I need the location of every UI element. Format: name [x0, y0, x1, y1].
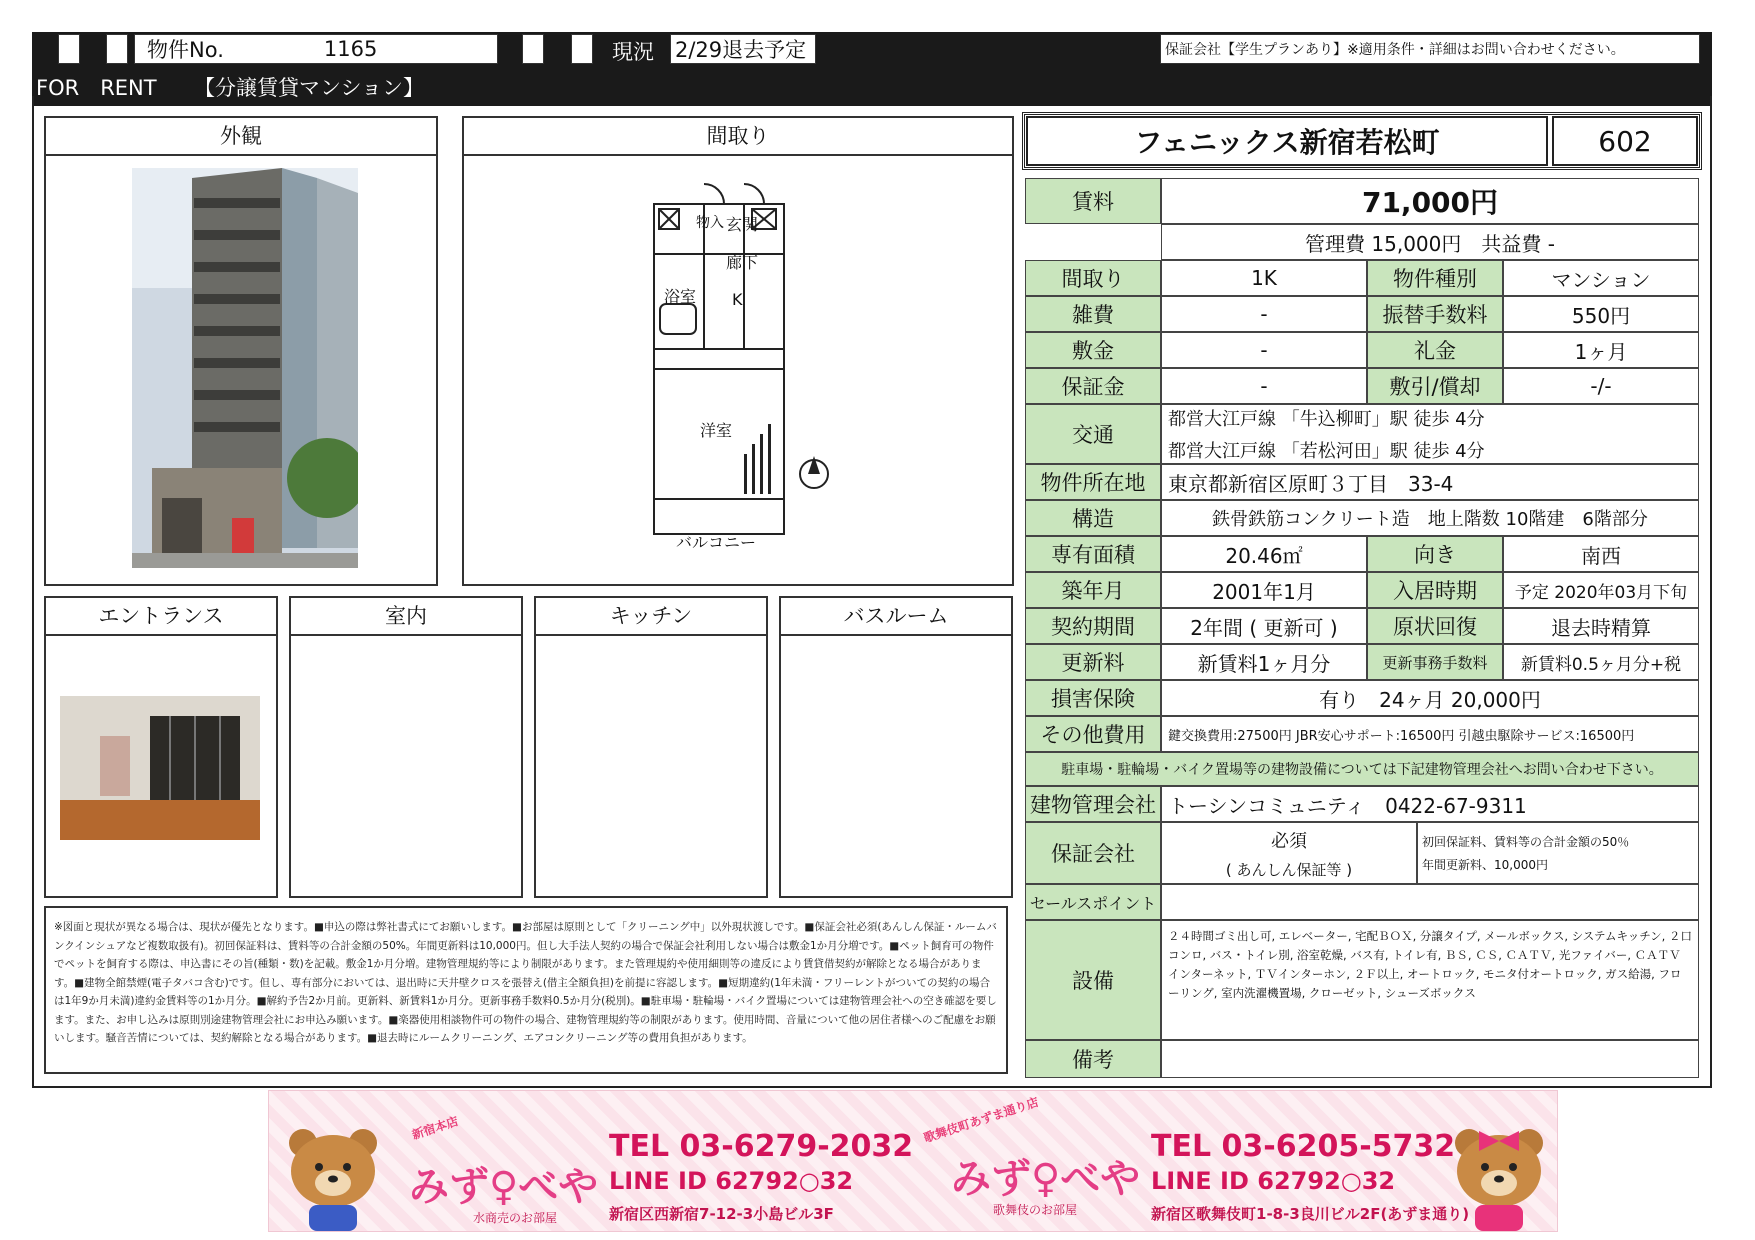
access-line-1: 都営大江戸線 「牛込柳町」駅 徒歩 4分 [1168, 409, 1485, 430]
rent-value: 71,000円 [1161, 178, 1699, 224]
structure-value: 鉄骨鉄筋コンクリート造 地上階数 10階建 6階部分 [1161, 500, 1699, 536]
disclaimer-notes: ※図面と現状が異なる場合は、現状が優先となります。■申込の際は弊社書式にてお願いします。■お部屋は原則として「クリーニング中」以外現状渡しです。■保証会社必須(あんしん保証・ルームバンクインシュアなど複数取扱有)。初回保証料は、賃料等の合計金額の50%。年間更新料は10,000円。但し大手法人契約の場合で保証会社利用しない場合は敷金1か月分増です。■ペット飼育可の物件でペットを飼育する際は、申込書にその旨(種類・数)を記載。敷金1か月分増。建物管理規約等により制限があります。また管理規約や使用細則等の違反により賃貸借契約が解除となる場合があります。■建物全館禁煙(電子タバコ含む)です。但し、専有部分においては、退出時に天井壁クロスを張替え(借主全額負担)を前提に容認します。■短期違約(1年未満・フリーレントがついての契約の場合は1年9か月未満)違約金賃料等の1か月分。■解約予告2か月前。更新料、新賃料1か月分。更新事務手数料0.5か月分(税別)。■駐車場・駐輪場・バイク置場については建物管理会社への空き確認を要します。また、お申し込みは原則別途建物管理会社にお申込み願います。■楽器使用相談物件可の物件の場合、建物管理規約等の制限があります。使用時間、音量について他の居住者様へのご配慮をお願いします。騒音苦情については、契約解除となる場合があります。■退去時にルームクリーニング、エアコンクリーニング等の費用負担があります。 [44, 906, 1008, 1074]
area-value: 20.46㎡ [1161, 536, 1367, 572]
banner-left-logo: みず♀べや [409, 1164, 599, 1210]
interior-panel [289, 596, 523, 898]
banner-left-tel[interactable]: TEL 03-6279-2032 [609, 1129, 914, 1164]
guarantor-label: 保証会社 [1025, 822, 1161, 884]
property-no-label: 物件No. [147, 38, 224, 62]
fp-bath: 浴室 [664, 287, 697, 306]
other-value: 鍵交換費用:27500円 JBR安心サポート:16500円 引越虫駆除サービス:16500円 [1161, 716, 1699, 752]
equipment-value: ２４時間ゴミ出し可, エレベーター, 宅配ＢＯＸ, 分譲タイプ, メールボックス, システムキッチン, ２口コンロ, バス・トイレ別, 浴室乾燥, バス有, トイレ有, ＢＳ, ＣＳ, ＣＡＴＶ, 光ファイバー, ＣＡＴＶインターネット, ＴＶインターホン, ２Ｆ以上, オートロック, モニタ付オートロック, ガス給湯, フローリング, 室内洗濯機置場, クローゼット, シューズボックス [1161, 920, 1699, 1040]
bear-mascot-left [283, 1121, 383, 1231]
parking-note: 駐車場・駐輪場・バイク置場等の建物設備については下記建物管理会社へお問い合わせ下さい。 [1025, 752, 1699, 786]
equipment-label: 設備 [1025, 920, 1161, 1040]
interior-title: 室内 [291, 598, 521, 636]
restore-value: 退去時精算 [1503, 608, 1699, 644]
key-money-label: 礼金 [1367, 332, 1503, 368]
sales-value [1161, 884, 1699, 920]
banner-right-logo: みず♀べや [951, 1156, 1141, 1202]
structure-label: 構造 [1025, 500, 1161, 536]
property-no-box [134, 34, 498, 64]
guarantor-fee-initial: 初回保証料、賃料等の合計金額の50％ [1422, 835, 1630, 849]
floorplan-title: 間取り [464, 118, 1012, 156]
built-value: 2001年1月 [1161, 572, 1367, 608]
property-type-label: 【分譲賃貸マンション】 [194, 76, 425, 100]
banner-left-sub: 水商売のお部屋 [473, 1211, 558, 1225]
guarantor-box [1161, 822, 1417, 884]
header-white-slot-1 [58, 34, 80, 64]
status-value: 2/29退去予定 [675, 38, 807, 62]
security-label: 保証金 [1025, 368, 1161, 404]
facing-label: 向き [1367, 536, 1503, 572]
banner-left-address: 新宿区西新宿7-12-3小島ビル3F [609, 1205, 834, 1223]
guarantor-required: 必須 [1271, 830, 1307, 852]
access-line-2: 都営大江戸線 「若松河田」駅 徒歩 4分 [1168, 441, 1485, 462]
transfer-value: 550円 [1503, 296, 1699, 332]
exterior-panel [44, 116, 438, 586]
banner-right-address: 新宿区歌舞伎町1-8-3良川ビル2F(あずま通り) [1151, 1205, 1470, 1223]
transfer-label: 振替手数料 [1367, 296, 1503, 332]
fp-storage: 物入 [696, 215, 724, 231]
term-value: 2年間 ( 更新可 ) [1161, 608, 1367, 644]
header-white-slot-2 [106, 34, 128, 64]
banner-left-tag: 新宿本店 [410, 1113, 461, 1143]
for-rent-label: FOR RENT [36, 76, 157, 100]
banner-right-tag: 歌舞伎町あずま通り店 [921, 1094, 1041, 1146]
property-no-value: 1165 [323, 37, 378, 61]
fp-hall: 廊下 [726, 253, 759, 272]
deduct-value: -/- [1503, 368, 1699, 404]
header-white-slot-4 [571, 34, 593, 64]
status-box [670, 34, 816, 64]
address-value: 東京都新宿区原町３丁目 33-4 [1161, 464, 1699, 500]
exterior-photo [132, 168, 358, 568]
banner-right-tel[interactable]: TEL 03-6205-5732 [1151, 1129, 1456, 1164]
address-label: 物件所在地 [1025, 464, 1161, 500]
access-box [1161, 404, 1699, 464]
banner-right-line[interactable]: LINE ID 62792○32 [1151, 1167, 1396, 1195]
movein-label: 入居時期 [1367, 572, 1503, 608]
layout-label: 間取り [1025, 260, 1161, 296]
floorplan-panel [462, 116, 1014, 586]
entrance-title: エントランス [46, 598, 276, 636]
mgmt-co-label: 建物管理会社 [1025, 786, 1161, 822]
remarks-value [1161, 1040, 1699, 1078]
renew-value: 新賃料1ヶ月分 [1161, 644, 1367, 680]
mgmt-fee: 管理費 15,000円 共益費 - [1161, 224, 1699, 260]
bathroom-title: バスルーム [781, 598, 1011, 636]
fp-k: K [732, 290, 743, 309]
area-label: 専有面積 [1025, 536, 1161, 572]
other-label: その他費用 [1025, 716, 1161, 752]
guarantor-company: ( あんしん保証等 ) [1225, 860, 1353, 879]
insurance-value: 有り 24ヶ月 20,000円 [1161, 680, 1699, 716]
facing-value: 南西 [1503, 536, 1699, 572]
bear-mascot-right [1449, 1121, 1549, 1231]
access-label: 交通 [1025, 404, 1161, 464]
sales-label: セールスポイント [1025, 884, 1161, 920]
deposit-label: 敷金 [1025, 332, 1161, 368]
term-label: 契約期間 [1025, 608, 1161, 644]
rent-label: 賃料 [1025, 178, 1161, 224]
property-name: フェニックス新宿若松町 [1026, 116, 1548, 166]
guarantee-note-box [1160, 34, 1700, 64]
guarantor-fee-box [1417, 822, 1699, 884]
kitchen-panel [534, 596, 768, 898]
header-white-slot-3 [522, 34, 544, 64]
mgmt-fee-blank [1025, 224, 1161, 260]
entrance-photo [60, 696, 260, 840]
entrance-panel [44, 596, 278, 898]
layout-value: 1K [1161, 260, 1367, 296]
guarantee-note: 保証会社【学生プランあり】※適用条件・詳細はお問い合わせください。 [1165, 42, 1625, 58]
insurance-label: 損害保険 [1025, 680, 1161, 716]
room-number: 602 [1552, 116, 1698, 166]
renew-fee-value: 新賃料0.5ヶ月分+税 [1503, 644, 1699, 680]
banner-right-sub: 歌舞伎のお部屋 [993, 1203, 1078, 1217]
ad-banner[interactable] [268, 1090, 1558, 1232]
fp-western: 洋室 [700, 421, 733, 440]
kind-label: 物件種別 [1367, 260, 1503, 296]
bathroom-panel [779, 596, 1013, 898]
banner-left-line[interactable]: LINE ID 62792○32 [609, 1167, 854, 1195]
restore-label: 原状回復 [1367, 608, 1503, 644]
key-money-value: 1ヶ月 [1503, 332, 1699, 368]
built-label: 築年月 [1025, 572, 1161, 608]
renew-label: 更新料 [1025, 644, 1161, 680]
kind-value: マンション [1503, 260, 1699, 296]
movein-value: 予定 2020年03月下旬 [1503, 572, 1699, 608]
remarks-label: 備考 [1025, 1040, 1161, 1078]
exterior-title: 外観 [46, 118, 436, 156]
fp-balcony: バルコニー [676, 533, 757, 552]
security-value: - [1161, 368, 1367, 404]
fp-entry: 玄関 [726, 215, 759, 234]
deduct-label: 敷引/償却 [1367, 368, 1503, 404]
misc-label: 雑費 [1025, 296, 1161, 332]
deposit-value: - [1161, 332, 1367, 368]
misc-value: - [1161, 296, 1367, 332]
mgmt-co-value: トーシンコミュニティ 0422-67-9311 [1161, 786, 1699, 822]
kitchen-title: キッチン [536, 598, 766, 636]
renew-fee-label: 更新事務手数料 [1367, 644, 1503, 680]
guarantor-fee-annual: 年間更新料、10,000円 [1422, 858, 1548, 872]
status-label: 現況 [612, 40, 654, 64]
